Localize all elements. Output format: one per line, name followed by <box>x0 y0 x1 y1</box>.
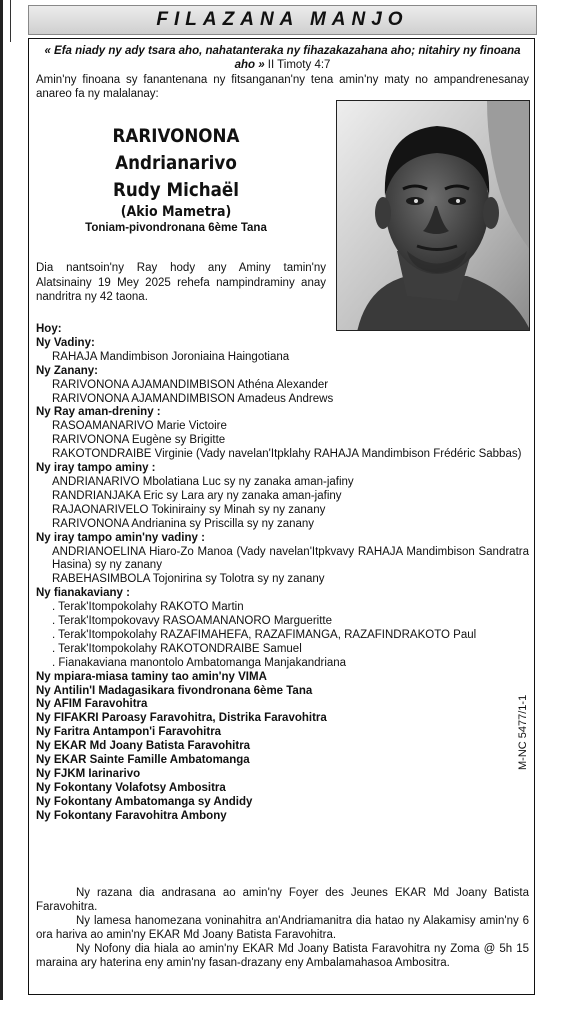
parent-entry: RAKOTONDRAIBE Virginie (Vady navelan'Itpklahy RAHAJA Mandimbison Frédéric Sabbas) <box>52 448 522 461</box>
header-banner <box>28 5 537 35</box>
siblings-heading: Ny iray tampo aminy : <box>36 462 156 475</box>
group-entry: Ny Faritra Antampon'i Faravohitra <box>36 726 222 739</box>
sibling-entry: RARIVONONA Andrianina sy Priscilla sy ny zanany <box>52 517 315 530</box>
portrait-image <box>337 101 530 331</box>
intro-text: Amin'ny finoana sy fanantenana ny fitsanganan'ny tena amin'ny maty no ampandrenesanay anareo fa ny malalanay: <box>36 74 529 100</box>
group-entry: Ny mpiara-miasa taminy tao amin'ny VIMA <box>36 670 267 683</box>
page-edge-tick <box>4 0 11 42</box>
group-entry: Ny Antilin'I Madagasikara fivondronana 6ème Tana <box>36 684 313 697</box>
quote-text: « Efa niady ny ady tsara aho, nahatanteraka ny fihazakazahana aho; nitahiry ny finoana aho » <box>44 45 521 71</box>
relative-entry: . Terak'Itompokolahy RAZAFIMAHEFA, RAZAFIMANGA, RAZAFINDRAKOTO Paul <box>52 628 477 641</box>
children-heading: Ny Zanany: <box>36 364 98 377</box>
group-entry: Ny EKAR Md Joany Batista Faravohitra <box>36 740 251 753</box>
in-law-entry: ANDRIANOELINA Hiaro-Zo Manoa (Vady navelan'Itpkvavy RAHAJA Mandimbison Sandratra Hasina) sy ny zanany <box>52 545 529 572</box>
spouse-entry: RAHAJA Mandimbison Joroniaina Haingotiana <box>52 350 290 363</box>
burial-info: Ny Nofony dia hiala ao amin'ny EKAR Md Joany Batista Faravohitra ny Zoma @ 5h 15 maraina ary haterina eny amin'ny fasan-drazany eny Ambalamahasoa Ambositra. <box>36 943 529 969</box>
in-law-entry: RABEHASIMBOLA Tojonirina sy Tolotra sy ny zanany <box>52 573 325 586</box>
death-announcement: Dia nantsoin'ny Ray hody any Aminy tamin'ny Alatsinainy 19 Mey 2025 rehefa nampindraminy anay nandritra ny 42 taona. <box>36 262 326 303</box>
reference-code: M-NC 5477/1-1 <box>517 694 529 770</box>
header-title: FILAZANA MANJO <box>156 9 409 30</box>
in-laws-heading: Ny iray tampo amin'ny vadiny : <box>36 531 205 544</box>
relatives-heading: Ny fianakaviany : <box>36 587 130 600</box>
deceased-photo <box>336 100 530 331</box>
sibling-entry: RAJAONARIVELO Tokinirainy sy Minah sy ny zanany <box>52 503 326 516</box>
group-entry: Ny Fokontany Faravohitra Ambony <box>36 809 227 822</box>
sibling-entry: ANDRIANARIVO Mbolatiana Luc sy ny zanaka aman-jafiny <box>52 475 354 488</box>
bible-quote <box>36 44 529 72</box>
group-entry: Ny FJKM Iarinarivo <box>36 768 141 780</box>
group-entry: Ny Fokontany Volafotsy Ambositra <box>36 781 226 794</box>
deceased-alias: (Akio Mametra) <box>120 204 232 220</box>
parent-entry: RASOAMANARIVO Marie Victoire <box>52 420 227 433</box>
mass-info: Ny lamesa hanomezana voninahitra an'Andriamanitra dia hatao ny Alakamisy amin'ny 6 ora hariva ao amin'ny EKAR Md Joany Batista Faravohitra. <box>36 915 529 941</box>
family-list <box>36 323 529 824</box>
closing-arrangements <box>36 886 529 970</box>
group-entry: Ny Fokontany Ambatomanga sy Andidy <box>36 795 253 808</box>
relative-entry: . Terak'Itompokolahy RAKOTO Martin <box>52 601 244 614</box>
parents-heading: Ny Ray aman-dreniny : <box>36 406 161 419</box>
deceased-surname: RARIVONONA <box>112 125 240 147</box>
relative-entry: . Terak'Itompokovavy RASOAMANANORO Margueritte <box>52 615 332 628</box>
spouse-heading: Ny Vadiny: <box>36 336 95 349</box>
quote-reference: II Timoty 4:7 <box>264 59 331 71</box>
family-intro: Hoy: <box>36 323 62 335</box>
wake-info: Ny razana dia andrasana ao amin'ny Foyer des Jeunes EKAR Md Joany Batista Faravohitra. <box>36 887 529 913</box>
relative-entry: . Terak'Itompokolahy RAKOTONDRAIBE Samuel <box>52 642 302 655</box>
parent-entry: RARIVONONA Eugène sy Brigitte <box>52 434 226 447</box>
page-edge <box>0 0 3 1000</box>
group-entry: Ny FIFAKRI Paroasy Faravohitra, Distrika Faravohitra <box>36 712 327 725</box>
sibling-entry: RANDRIANJAKA Eric sy Lara ary ny zanaka aman-jafiny <box>52 489 342 502</box>
deceased-second-name: Rudy Michaël <box>112 179 240 201</box>
relative-entry: . Fianakaviana manontolo Ambatomanga Manjakandriana <box>52 656 347 669</box>
child-entry: RARIVONONA AJAMANDIMBISON Athéna Alexander <box>52 378 329 391</box>
group-entry: Ny AFIM Faravohitra <box>36 698 148 711</box>
child-entry: RARIVONONA AJAMANDIMBISON Amadeus Andrews <box>52 392 334 405</box>
group-entry: Ny EKAR Sainte Famille Ambatomanga <box>36 754 250 767</box>
deceased-name-block <box>36 123 316 235</box>
deceased-role: Toniam-pivondronana 6ème Tana <box>85 222 267 234</box>
deceased-first-name: Andrianarivo <box>115 152 237 174</box>
